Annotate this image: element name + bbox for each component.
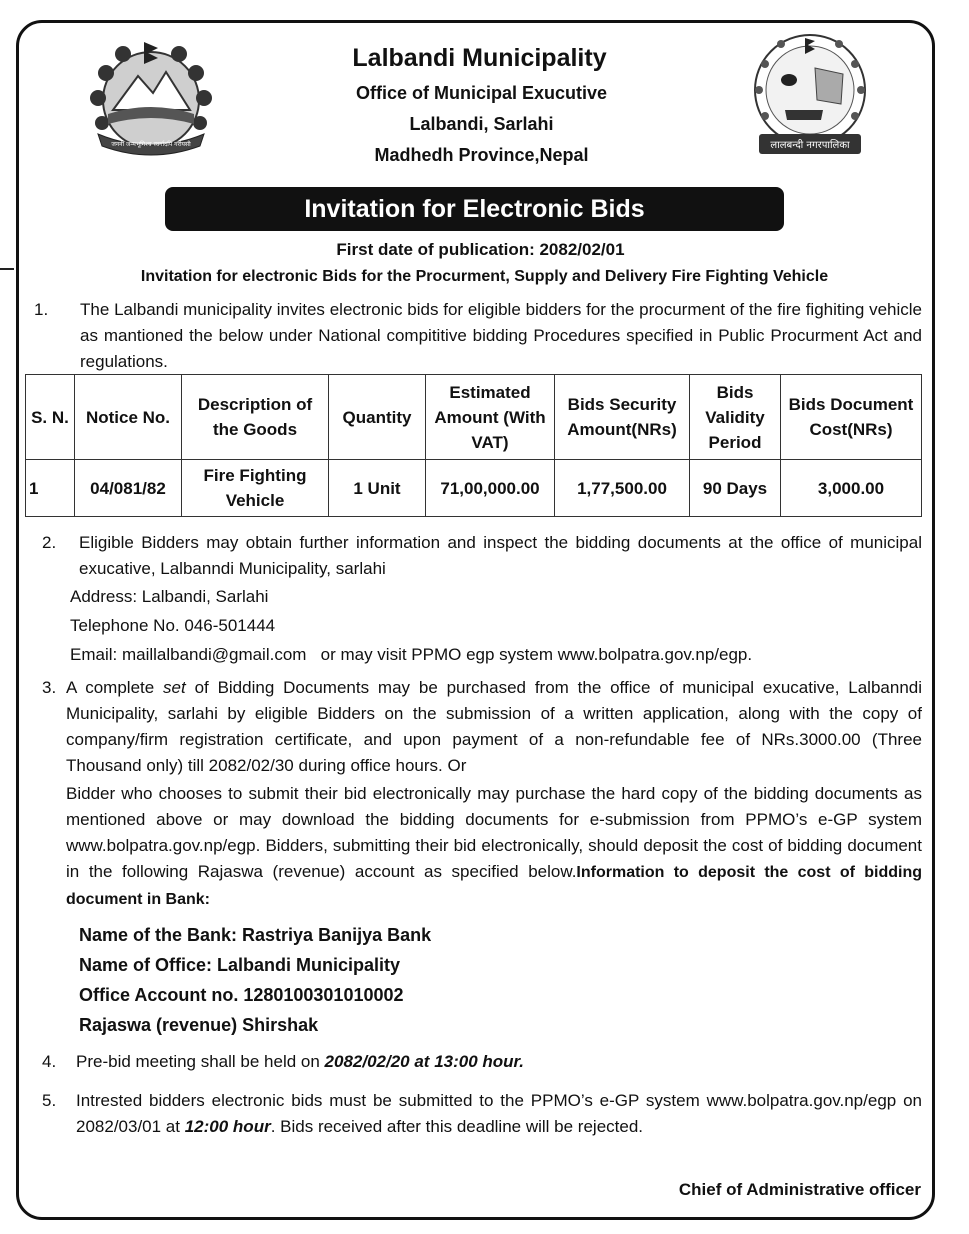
notice-subtitle: Invitation for electronic Bids for the Procurment, Supply and Delivery Fire Fighting Vehicle [140,268,829,285]
item-5-text [76,1088,922,1140]
table-header-cell: Estimated Amount (With VAT) [426,375,555,460]
table-header-cell: Bids Document Cost(NRs) [781,375,922,460]
item-3-text-c: Bidder who chooses to submit their bid electronically may purchase the hard copy of the bidding documents as mentioned above or may download the bidding documents for e-submission from PPMO’s e-GP system www.bolpatra.gov.np/egp. Bidders, submitting their bid electronically, should deposit the cost of bidding document in the following Rajaswa (revenue) account as specified below. [66,784,922,881]
item-3-bank-info-heading: Information to deposit the cost of bidding document in Bank: [66,864,922,908]
table-cell: 71,00,000.00 [426,460,555,517]
emblem-right-caption: लालबन्दी नगरपालिका [770,140,850,151]
org-name: Lalbandi Municipality [352,44,607,72]
header [0,44,969,166]
address-line: Address: Lalbandi, Sarlahi [70,587,269,606]
table-header-row [26,375,922,460]
bids-table [25,374,922,517]
banner-title: Invitation for Electronic Bids [165,187,784,231]
table-header-cell: Notice No. [75,375,182,460]
item-2-text: Eligible Bidders may obtain further information and inspect the bidding documents at the office of municipal exucative, Lalbanndi Municipality, sarlahi [79,533,922,578]
item-3-text-b: of Bidding Documents may be purchased from the office of municipal exucative, Lalbanndi Municipality, sarlahi by eligible Bidders on the submission of a written application, along with the copy of company/firm registration certificate, and upon payment of a non-refundable fee of NRs.3000.00 (Three Thousand only) till 2082/02/30 during office hours. Or [66,678,923,775]
item-5-number: 5. [42,1091,57,1110]
table-header-cell: Bids Validity Period [690,375,781,460]
telephone-line: Telephone No. 046-501444 [70,616,276,635]
table-row [26,460,922,517]
office-name: Office of Municipal Exucutive [355,83,608,103]
item-3-text [66,675,922,779]
signature: Chief of Administrative officer [678,1180,921,1199]
item-5-text-a: Intrested bidders electronic bids must be submitted to the PPMO’s e-GP system www.bolpatra.gov.np/egp on 2082/03/01 at [76,1091,922,1136]
item-1-number: 1. [34,300,49,319]
table-cell: 1,77,500.00 [555,460,690,517]
item-5-text-b: . Bids received after this deadline will be rejected. [270,1117,644,1136]
table-cell: 1 [26,460,75,517]
table-cell: 1 Unit [329,460,426,517]
item-4-text-a: Pre-bid meeting shall be held on [76,1052,325,1071]
table-header-cell: Quantity [329,375,426,460]
pre-bid-datetime: 2082/02/20 at 13:00 hour. [324,1052,524,1071]
table-header-cell: Bids Security Amount(NRs) [555,375,690,460]
office-location: Lalbandi, Sarlahi [409,114,554,134]
item-3-text-set: set [163,678,186,697]
submission-time: 12:00 hour [184,1117,271,1136]
table-cell: 3,000.00 [781,460,922,517]
table-header-cell: Description of the Goods [182,375,329,460]
item-3-text-electronic [66,781,922,913]
bank-rajaswa: Rajaswa (revenue) Shirshak [79,1015,319,1035]
bank-name: Name of the Bank: Rastriya Banijya Bank [79,925,432,945]
table-cell: 90 Days [690,460,781,517]
item-3-number: 3. [42,678,57,697]
item-4-text [76,1049,524,1075]
item-3-text-a: A complete [66,678,164,697]
bank-office: Name of Office: Lalbandi Municipality [79,955,401,975]
email-line: Email: maillalbandi@gmail.com or may visit PPMO egp system www.bolpatra.gov.np/egp. [70,645,753,664]
item-1-text: The Lalbandi municipality invites electronic bids for eligible bidders for the procurment of the fire fighiting vehicle as mantioned the below under National compititive bidding Procedures specified in Public Procurment Act and regulations. [80,300,922,371]
table-header-cell: S. N. [26,375,75,460]
table-cell: Fire Fighting Vehicle [182,460,329,517]
item-4-number: 4. [42,1052,57,1071]
publication-date: First date of publication: 2082/02/01 [336,240,625,259]
bank-account: Office Account no. 1280100301010002 [79,985,404,1005]
item-2-number: 2. [42,533,57,552]
table-cell: 04/081/82 [75,460,182,517]
office-province: Madhedh Province,Nepal [374,145,589,165]
emblem-left-caption: जननी जन्मभूमिश्च स्वर्गादपि गरीयसी [111,141,191,148]
